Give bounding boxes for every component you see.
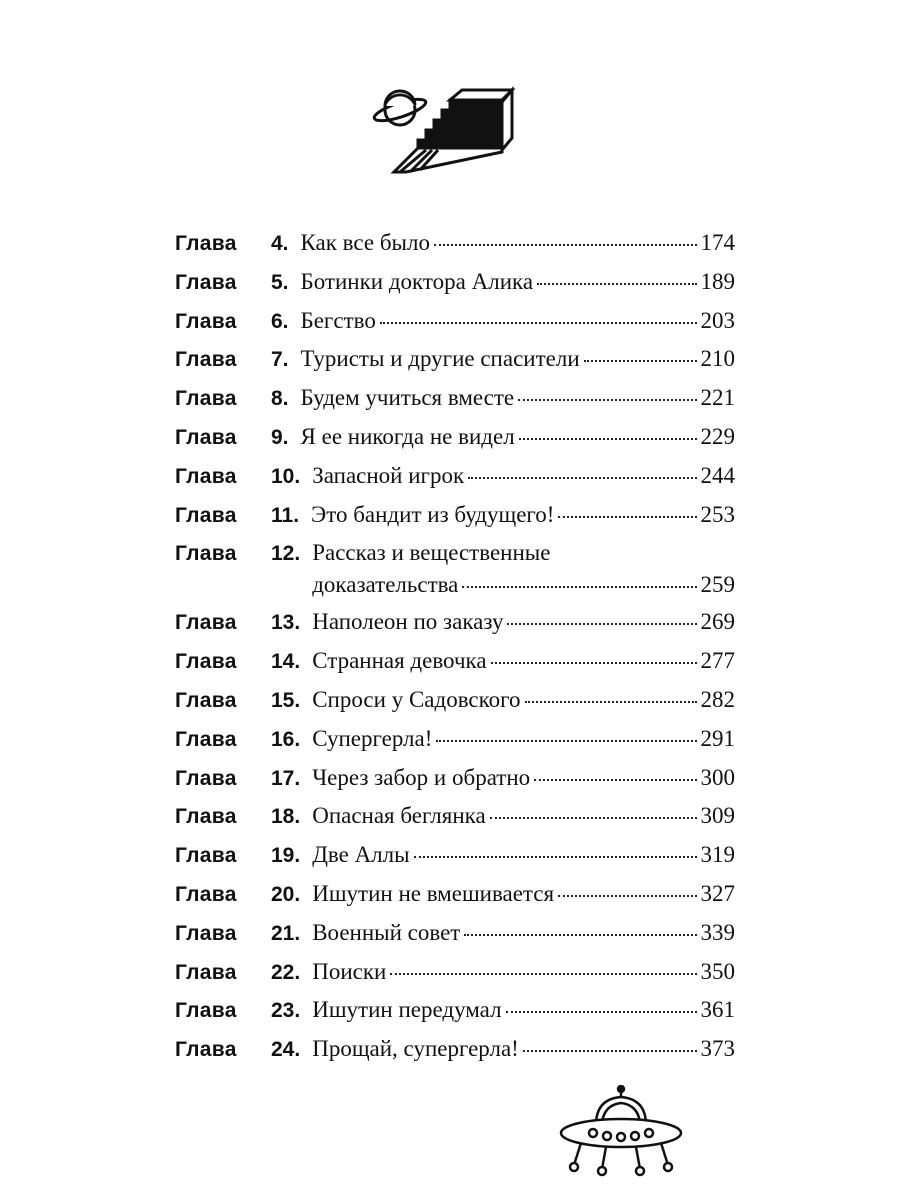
page-number: 319 [700, 842, 735, 868]
dot-leader [434, 242, 697, 246]
chapter-label: Глава [175, 542, 237, 566]
dot-leader [414, 854, 697, 858]
chapter-label: Глава [175, 464, 237, 488]
dot-leader [468, 475, 696, 479]
chapter-title: Супергерла! [312, 725, 433, 751]
chapter-number: 12. [271, 542, 301, 566]
chapter-title: Опасная беглянка [312, 803, 486, 829]
chapter-number: 6. [271, 309, 289, 333]
chapter-title: Запасной игрок [312, 462, 465, 488]
toc-entry [175, 269, 735, 308]
dot-leader [558, 514, 696, 518]
toc-entry [175, 1036, 735, 1075]
chapter-label: Глава [175, 882, 237, 906]
planet-icon [372, 91, 428, 125]
page-number: 300 [700, 764, 735, 790]
dot-leader [390, 971, 696, 975]
chapter-title: Странная девочка [312, 648, 487, 674]
chapter-title: Прощай, супергерла! [312, 1036, 519, 1062]
dot-leader [558, 893, 696, 897]
page-number: 259 [700, 572, 735, 598]
dot-leader [534, 777, 696, 781]
toc-entry [175, 803, 735, 842]
chapter-title: Поиски [312, 958, 387, 984]
chapter-label: Глава [175, 503, 237, 527]
chapter-label: Глава [175, 309, 237, 333]
toc-entry [175, 502, 735, 541]
page-number: 269 [700, 609, 735, 635]
toc-entry [175, 881, 735, 920]
chapter-number: 22. [271, 960, 301, 984]
chapter-title: Рассказ и вещественные [312, 540, 551, 566]
toc-entry [175, 997, 735, 1036]
dot-leader [464, 932, 696, 936]
chapter-title: Ишутин передумал [312, 997, 502, 1023]
toc-entry [175, 463, 735, 502]
page-number: 291 [700, 725, 735, 751]
chapter-label: Глава [175, 960, 237, 984]
chapter-number: 17. [271, 766, 301, 790]
chapter-number: 20. [271, 882, 301, 906]
chapter-number: 7. [271, 348, 289, 372]
toc-entry [175, 424, 735, 463]
chapter-number: 19. [271, 844, 301, 868]
chapter-number: 8. [271, 387, 289, 411]
dot-leader [537, 281, 696, 285]
page-number: 282 [700, 686, 735, 712]
chapter-title: Бегство [300, 307, 376, 333]
page-number: 203 [700, 307, 735, 333]
chapter-title: Туристы и другие спасители [300, 346, 580, 372]
toc-entry [175, 540, 735, 609]
chapter-number: 18. [271, 805, 301, 829]
page-number: 210 [700, 346, 735, 372]
chapter-number: 5. [271, 270, 289, 294]
chapter-label: Глава [175, 844, 237, 868]
flying-saucer-illustration [556, 1085, 686, 1177]
chapter-number: 14. [271, 650, 301, 674]
chapter-number: 9. [271, 425, 289, 449]
chapter-title: Как все было [300, 230, 430, 255]
toc-entry [175, 648, 735, 687]
chapter-number: 23. [271, 999, 301, 1023]
dot-leader [506, 1009, 697, 1013]
chapter-title: Я ее никогда не видел [300, 423, 515, 449]
page-number: 244 [700, 462, 735, 488]
chapter-number: 11. [271, 503, 300, 527]
dot-leader [490, 815, 697, 819]
chapter-title: Две Аллы [312, 842, 410, 868]
chapter-label: Глава [175, 425, 237, 449]
chapter-label: Глава [175, 999, 237, 1023]
dot-leader [519, 436, 697, 440]
chapter-number: 4. [271, 232, 289, 255]
chapter-title: Через забор и обратно [312, 764, 531, 790]
dot-leader [584, 358, 697, 362]
chapter-title: Спроси у Садовского [312, 686, 521, 712]
page-number: 361 [700, 997, 735, 1023]
chapter-title-continued: доказательства [312, 572, 459, 598]
chapter-number: 21. [271, 921, 301, 945]
chapter-title: Будем учиться вместе [300, 385, 515, 411]
toc-entry [175, 842, 735, 881]
dot-leader [380, 320, 697, 324]
table-of-contents [175, 230, 735, 1075]
chapter-number: 10. [271, 464, 301, 488]
page-number: 229 [700, 423, 735, 449]
chapter-title: Это бандит из будущего! [311, 501, 555, 527]
page-number: 221 [700, 385, 735, 411]
dot-leader [436, 738, 696, 742]
toc-entry [175, 687, 735, 726]
dot-leader [491, 660, 697, 664]
chapter-label: Глава [175, 727, 237, 751]
page-number: 327 [700, 880, 735, 906]
chapter-number: 13. [271, 611, 301, 635]
toc-entry [175, 385, 735, 424]
toc-entry [175, 609, 735, 648]
toc-entry [175, 920, 735, 959]
chapter-title: Военный совет [312, 919, 461, 945]
chapter-title: Наполеон по заказу [312, 609, 504, 635]
chapter-label: Глава [175, 805, 237, 829]
toc-entry [175, 346, 735, 385]
chapter-label: Глава [175, 270, 237, 294]
page-number: 339 [700, 919, 735, 945]
toc-entry [175, 726, 735, 765]
toc-entry [175, 765, 735, 804]
toc-entry [175, 308, 735, 347]
page-number: 373 [700, 1036, 735, 1062]
page-number: 253 [700, 501, 735, 527]
page-number: 350 [700, 958, 735, 984]
chapter-label: Глава [175, 348, 237, 372]
chapter-label: Глава [175, 688, 237, 712]
dot-leader [523, 1048, 697, 1052]
dot-leader [462, 584, 696, 588]
dot-leader [518, 397, 696, 401]
chapter-label: Глава [175, 232, 237, 255]
chapter-number: 16. [271, 727, 301, 751]
dot-leader [507, 621, 696, 625]
chapter-label: Глава [175, 650, 237, 674]
chapter-title: Ботинки доктора Алика [300, 268, 534, 294]
chapter-number: 15. [271, 688, 301, 712]
chapter-label: Глава [175, 921, 237, 945]
planet-staircase-illustration [370, 80, 530, 180]
dot-leader [525, 699, 697, 703]
toc-entry [175, 959, 735, 998]
chapter-label: Глава [175, 1038, 237, 1062]
toc-entry [175, 230, 735, 269]
page-number: 309 [700, 803, 735, 829]
chapter-label: Глава [175, 611, 237, 635]
ufo-icon [561, 1086, 681, 1175]
page-number: 174 [700, 230, 735, 255]
chapter-label: Глава [175, 387, 237, 411]
chapter-number: 24. [271, 1038, 301, 1062]
page-number: 189 [700, 268, 735, 294]
page-number: 277 [700, 648, 735, 674]
chapter-title: Ишутин не вмешивается [312, 880, 555, 906]
chapter-label: Глава [175, 766, 237, 790]
